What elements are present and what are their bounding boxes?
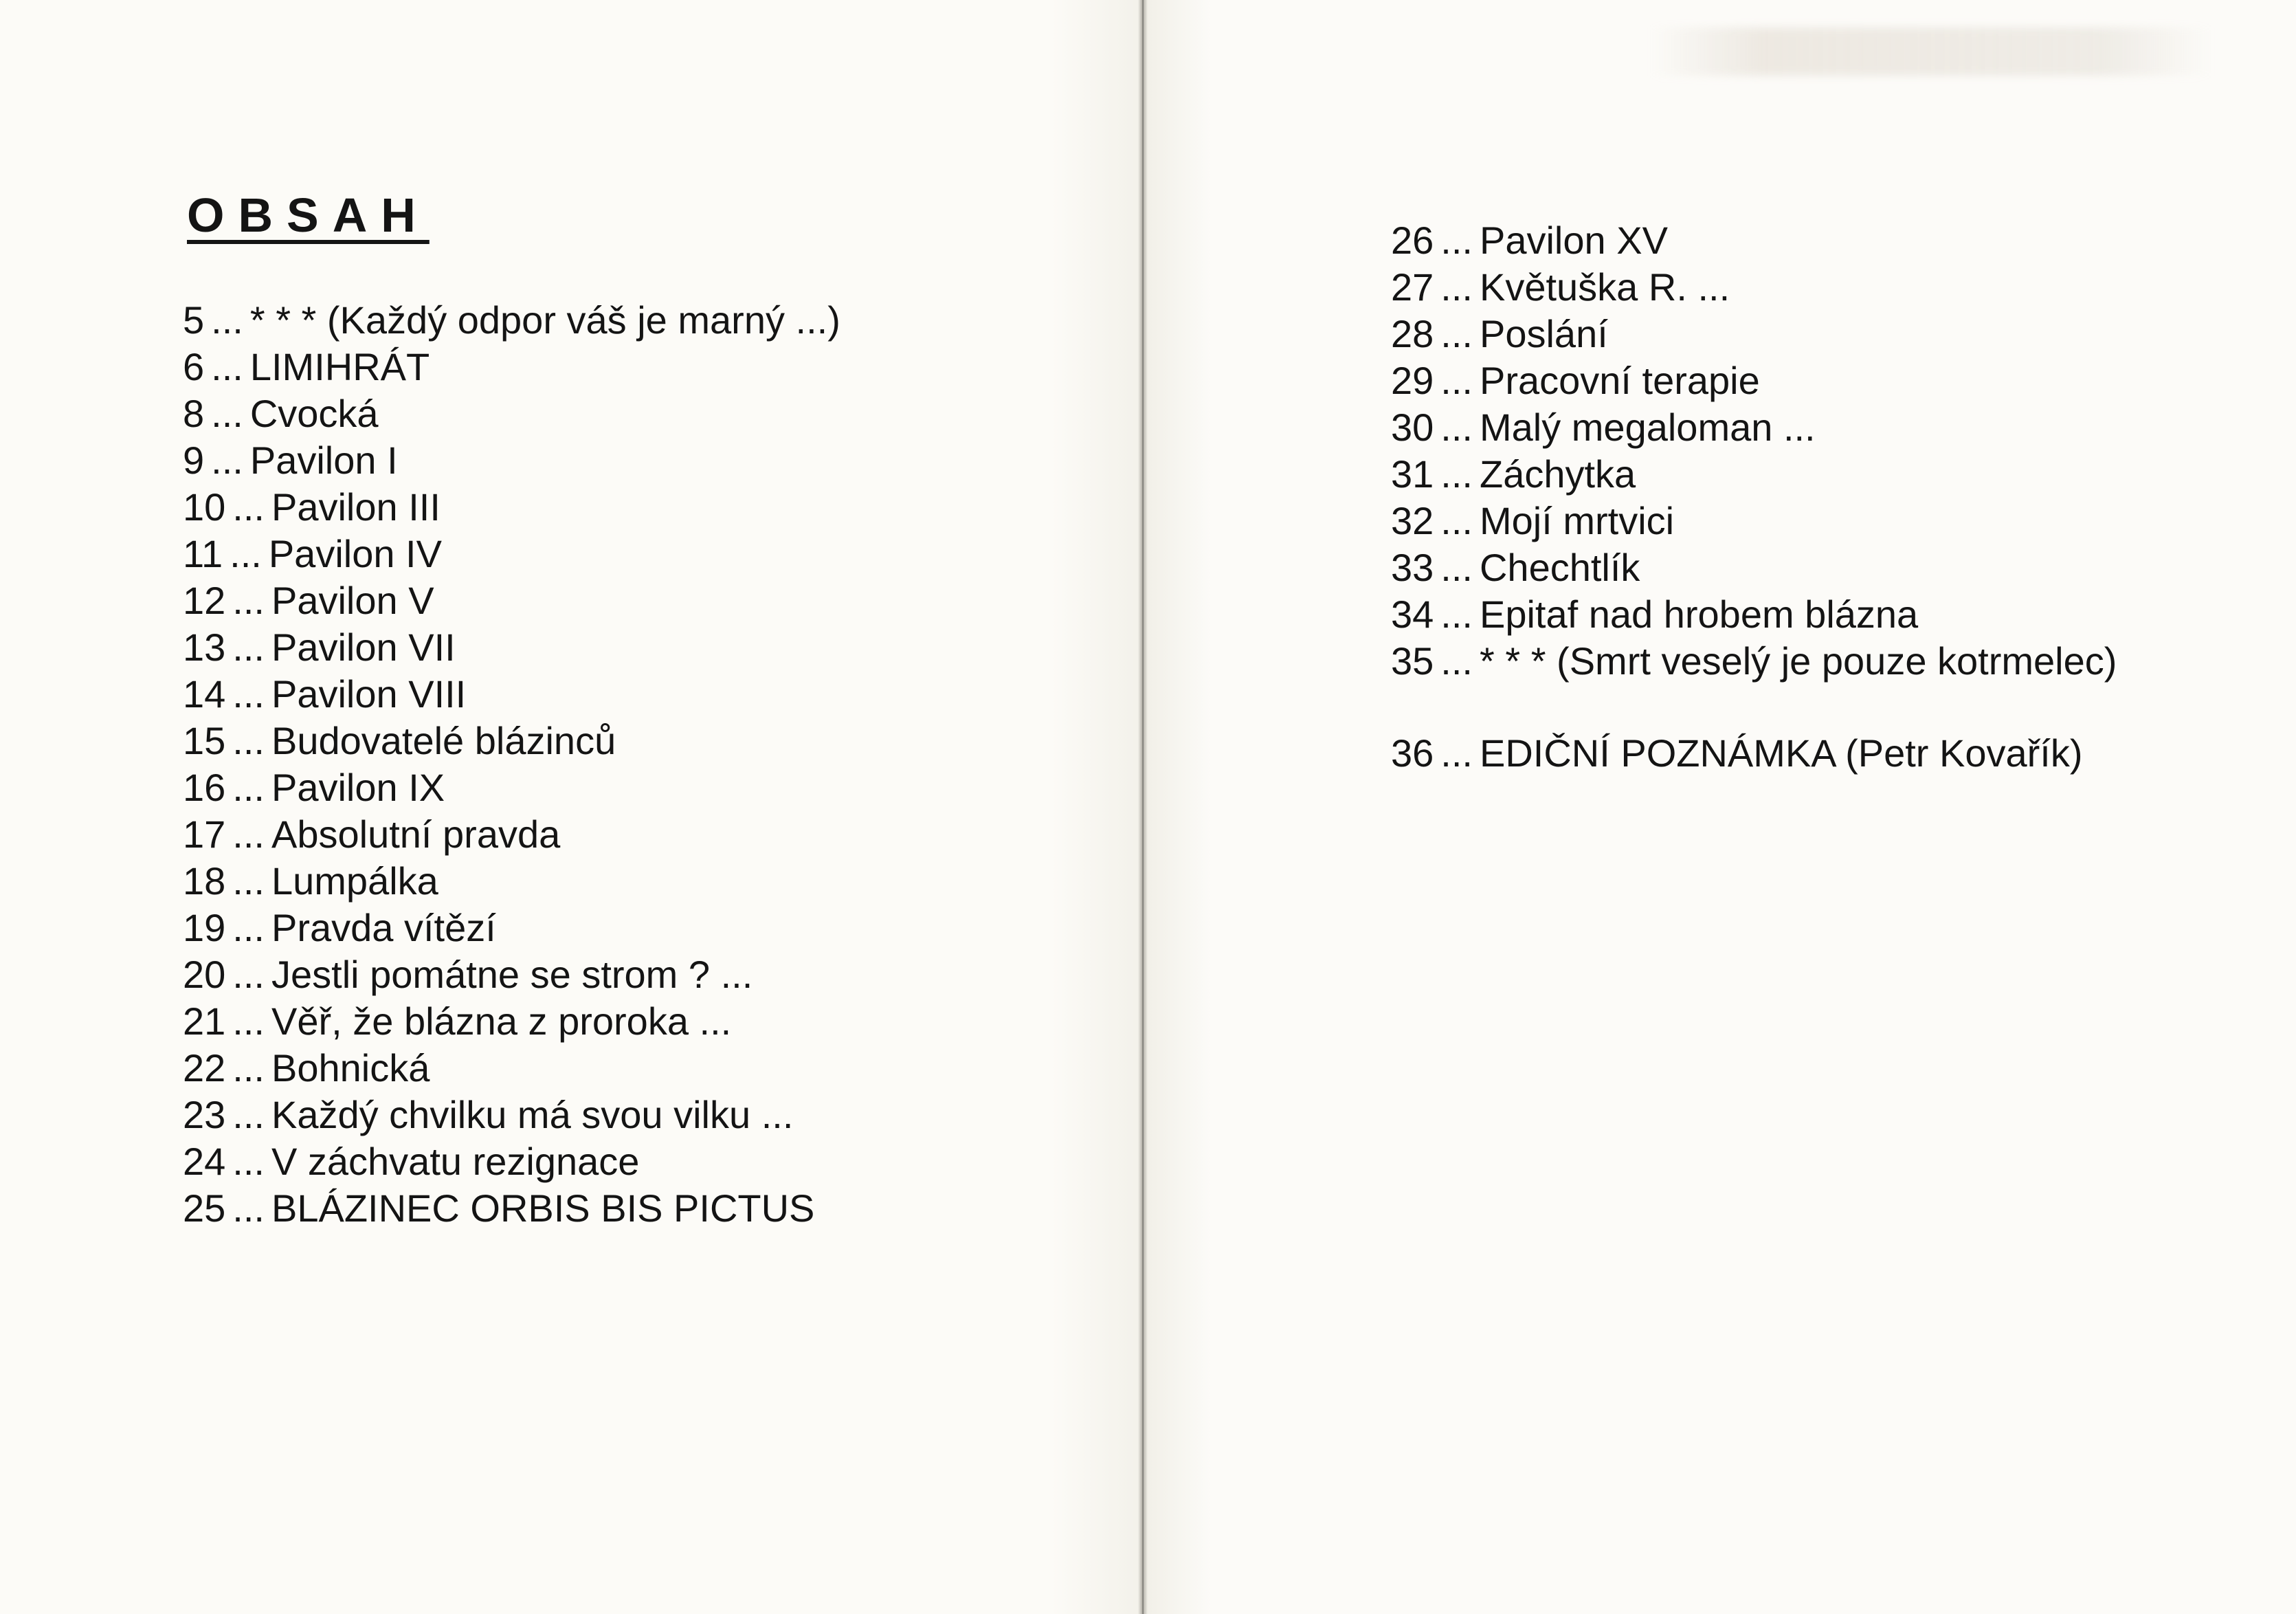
toc-page-number: 33 (1391, 546, 1434, 589)
toc-page-number: 18 (183, 859, 226, 903)
toc-entry (1391, 357, 2117, 404)
toc-title: V záchvatu rezignace (271, 1140, 640, 1183)
toc-title: Květuška R. ... (1479, 265, 1730, 309)
toc-entry (183, 437, 840, 484)
toc-dots: ... (232, 766, 265, 809)
toc-title: Bohnická (271, 1046, 430, 1090)
toc-page-number: 25 (183, 1186, 226, 1230)
toc-dots: ... (1440, 639, 1473, 683)
toc-dots: ... (232, 672, 265, 716)
toc-title: Pravda vítězí (271, 906, 496, 949)
toc-title: Malý megaloman ... (1479, 406, 1816, 449)
toc-entry (183, 1045, 840, 1092)
toc-page-number: 29 (1391, 359, 1434, 402)
toc-title: Záchytka (1479, 452, 1636, 496)
toc-dots: ... (211, 298, 243, 342)
toc-page-number: 19 (183, 906, 226, 949)
toc-title: LIMIHRÁT (249, 345, 430, 388)
toc-title: Lumpálka (271, 859, 438, 903)
toc-list-left (183, 297, 840, 1232)
toc-page-number: 26 (1391, 219, 1434, 262)
toc-dots: ... (232, 859, 265, 903)
toc-page-number: 35 (1391, 639, 1434, 683)
toc-dots: ... (232, 579, 265, 622)
toc-page-number: 27 (1391, 265, 1434, 309)
toc-entry (183, 1138, 840, 1185)
toc-dots: ... (211, 345, 243, 388)
toc-dots: ... (1440, 546, 1473, 589)
toc-dots: ... (232, 626, 265, 669)
toc-page-number: 34 (1391, 593, 1434, 636)
toc-title: Chechtlík (1479, 546, 1640, 589)
toc-dots: ... (232, 1186, 265, 1230)
toc-title: Pavilon XV (1479, 219, 1668, 262)
toc-dots: ... (232, 719, 265, 762)
toc-title: Pracovní terapie (1479, 359, 1760, 402)
toc-entry (1391, 544, 2117, 591)
print-bleed-mark (1649, 27, 2213, 76)
toc-entry (183, 390, 840, 437)
toc-dots: ... (1440, 593, 1473, 636)
toc-title: Budovatelé blázinců (271, 719, 616, 762)
toc-page-number: 17 (183, 812, 226, 856)
toc-entry (183, 811, 840, 858)
toc-entry (1391, 311, 2117, 357)
toc-title: Epitaf nad hrobem blázna (1479, 593, 1919, 636)
toc-page-number: 15 (183, 719, 226, 762)
toc-page-number: 31 (1391, 452, 1434, 496)
toc-page-number: 36 (1391, 731, 1434, 775)
toc-entry (183, 998, 840, 1045)
toc-entry (183, 344, 840, 390)
toc-page-number: 24 (183, 1140, 226, 1183)
toc-page-number: 16 (183, 766, 226, 809)
toc-title: BLÁZINEC ORBIS BIS PICTUS (271, 1186, 815, 1230)
toc-entry (183, 858, 840, 905)
toc-entry (183, 718, 840, 764)
toc-title: * * * (Každý odpor váš je marný ...) (249, 298, 840, 342)
toc-entry (183, 531, 840, 577)
toc-dots: ... (232, 999, 265, 1043)
toc-page-number: 6 (183, 345, 205, 388)
toc-dots: ... (230, 532, 262, 575)
toc-page-number: 10 (183, 485, 226, 529)
toc-title: Poslání (1479, 312, 1608, 355)
toc-page-number: 13 (183, 626, 226, 669)
toc-dots: ... (232, 1140, 265, 1183)
toc-dots: ... (232, 1046, 265, 1090)
toc-entry (183, 624, 840, 671)
toc-entry (1391, 498, 2117, 544)
toc-entry (1391, 217, 2117, 264)
left-page (0, 0, 1142, 1614)
toc-entry (183, 297, 840, 344)
toc-entry (183, 1092, 840, 1138)
toc-entry (183, 905, 840, 951)
book-gutter (1138, 0, 1148, 1614)
toc-dots: ... (1440, 406, 1473, 449)
page-title: OBSAH (187, 188, 430, 242)
toc-page-number: 11 (183, 532, 223, 575)
toc-dots: ... (1440, 219, 1473, 262)
toc-page-number: 23 (183, 1093, 226, 1136)
toc-entry (183, 1185, 840, 1232)
toc-page-number: 14 (183, 672, 226, 716)
toc-page-number: 8 (183, 392, 205, 435)
toc-dots: ... (232, 485, 265, 529)
toc-dots: ... (232, 1093, 265, 1136)
toc-title: Věř, že blázna z proroka ... (271, 999, 732, 1043)
toc-entry (183, 671, 840, 718)
toc-page-number: 20 (183, 953, 226, 996)
toc-dots: ... (1440, 452, 1473, 496)
toc-title: Mojí mrtvici (1479, 499, 1675, 542)
toc-page-number: 30 (1391, 406, 1434, 449)
toc-title: Pavilon V (271, 579, 434, 622)
toc-entry (183, 484, 840, 531)
toc-entry (1391, 404, 2117, 451)
toc-title: Pavilon IX (271, 766, 445, 809)
toc-title: EDIČNÍ POZNÁMKA (Petr Kovařík) (1479, 731, 2083, 775)
toc-title: Pavilon III (271, 485, 441, 529)
toc-page-number: 9 (183, 439, 205, 482)
toc-dots: ... (1440, 499, 1473, 542)
toc-dots: ... (1440, 312, 1473, 355)
toc-dots: ... (211, 392, 243, 435)
toc-entry (1391, 730, 2117, 777)
toc-page-number: 12 (183, 579, 226, 622)
toc-dots: ... (232, 906, 265, 949)
toc-title: * * * (Smrt veselý je pouze kotrmelec) (1479, 639, 2117, 683)
toc-entry (183, 764, 840, 811)
toc-title: Absolutní pravda (271, 812, 561, 856)
toc-dots: ... (211, 439, 243, 482)
toc-list-right (1391, 217, 2117, 777)
toc-dots: ... (232, 812, 265, 856)
toc-dots: ... (1440, 265, 1473, 309)
toc-entry (1391, 451, 2117, 498)
toc-page-number: 32 (1391, 499, 1434, 542)
toc-title: Každý chvilku má svou vilku ... (271, 1093, 794, 1136)
toc-page-number: 21 (183, 999, 226, 1043)
toc-title: Cvocká (249, 392, 379, 435)
toc-page-number: 22 (183, 1046, 226, 1090)
toc-title: Jestli pomátne se strom ? ... (271, 953, 753, 996)
toc-entry (1391, 264, 2117, 311)
toc-entry (183, 577, 840, 624)
toc-title: Pavilon VII (271, 626, 456, 669)
toc-page-number: 28 (1391, 312, 1434, 355)
toc-page-number: 5 (183, 298, 205, 342)
toc-dots: ... (232, 953, 265, 996)
toc-entry (183, 951, 840, 998)
toc-entry (1391, 591, 2117, 638)
toc-dots: ... (1440, 731, 1473, 775)
toc-title: Pavilon IV (268, 532, 442, 575)
toc-title: Pavilon VIII (271, 672, 467, 716)
toc-dots: ... (1440, 359, 1473, 402)
toc-title: Pavilon I (249, 439, 398, 482)
toc-entry (1391, 638, 2117, 685)
